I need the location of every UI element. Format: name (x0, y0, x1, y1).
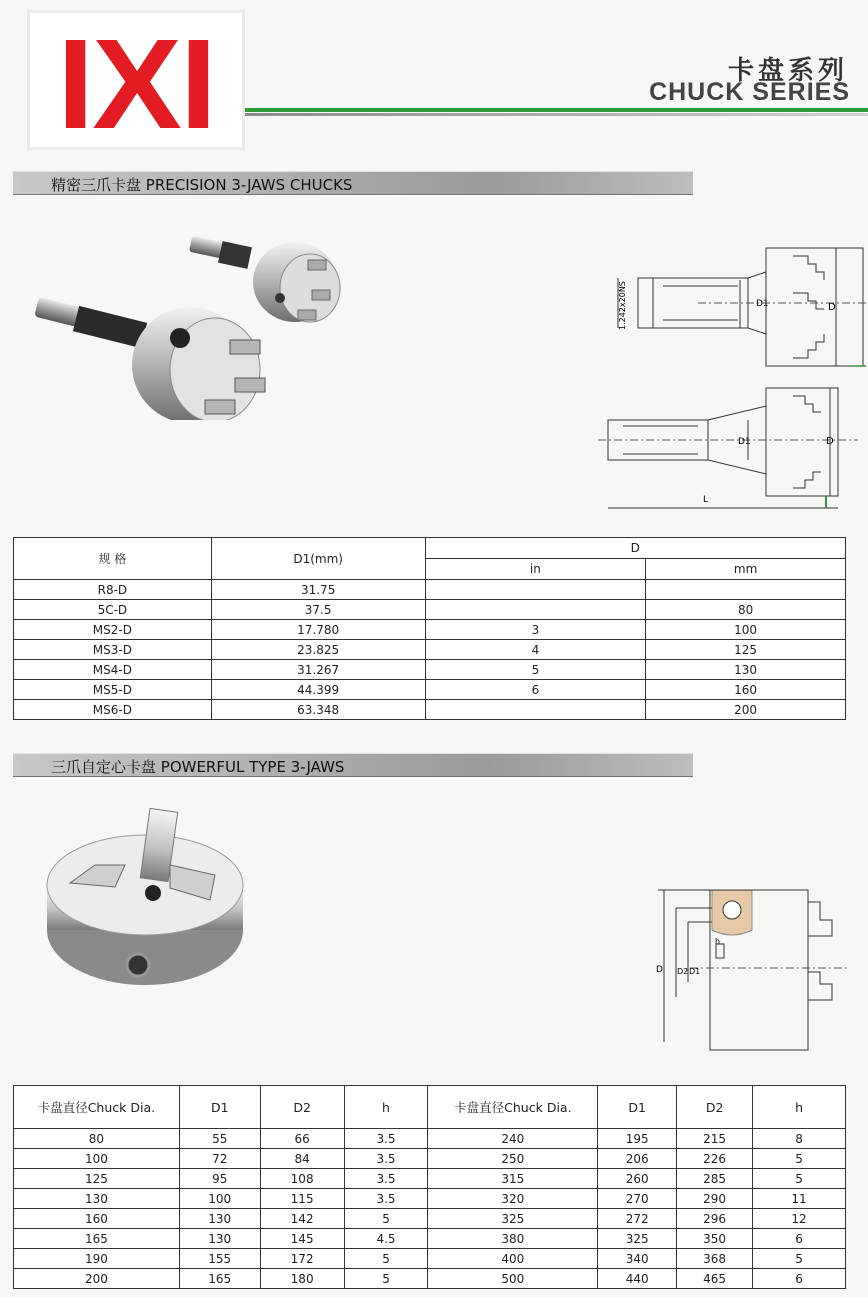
cell-h: 5 (344, 1249, 428, 1269)
cell-d1: 95 (179, 1169, 260, 1189)
cell-spec: R8-D (14, 580, 212, 600)
cell-dia: 100 (14, 1149, 180, 1169)
page-title-cn: 卡盘系列 (727, 56, 848, 86)
header-h-2: h (753, 1086, 846, 1129)
cell-spec: 5C-D (14, 600, 212, 620)
cell-d2: 66 (260, 1129, 344, 1149)
cell-spec: MS5-D (14, 680, 212, 700)
cell-d1: 63.348 (211, 700, 425, 720)
cell-dia: 130 (14, 1189, 180, 1209)
cell-dia-2: 325 (428, 1209, 598, 1229)
cell-dia: 165 (14, 1229, 180, 1249)
cell-in (425, 600, 646, 620)
table-row (14, 660, 846, 680)
cell-d1: 100 (179, 1189, 260, 1209)
cell-dia: 125 (14, 1169, 180, 1189)
cell-h-2: 6 (753, 1269, 846, 1289)
cell-spec: MS6-D (14, 700, 212, 720)
cell-d1: 37.5 (211, 600, 425, 620)
d-label-2: D (826, 436, 834, 447)
cell-mm: 200 (646, 700, 846, 720)
cell-dia-2: 315 (428, 1169, 598, 1189)
cell-dia-2: 380 (428, 1229, 598, 1249)
cell-spec: MS2-D (14, 620, 212, 640)
table-row (14, 1149, 846, 1169)
section-title: 精密三爪卡盘 PRECISION 3-JAWS CHUCKS (51, 176, 353, 194)
header-h: h (344, 1086, 428, 1129)
cell-d1-2: 195 (598, 1129, 677, 1149)
cell-d2-2: 290 (677, 1189, 753, 1209)
section-banner-precision (13, 171, 693, 195)
cell-mm: 130 (646, 660, 846, 680)
cell-d1: 130 (179, 1229, 260, 1249)
table-row (14, 1269, 846, 1289)
cell-in: 5 (425, 660, 646, 680)
cell-d2: 142 (260, 1209, 344, 1229)
cell-dia: 160 (14, 1209, 180, 1229)
powerful-chuck-photo (40, 805, 250, 995)
cell-dia-2: 320 (428, 1189, 598, 1209)
cell-d1: 17.780 (211, 620, 425, 640)
precision-chucks-table (13, 537, 846, 720)
cell-mm: 80 (646, 600, 846, 620)
cell-d1-2: 260 (598, 1169, 677, 1189)
table-row (14, 680, 846, 700)
table-row (14, 1129, 846, 1149)
cell-d2-2: 285 (677, 1169, 753, 1189)
company-logo (27, 10, 245, 156)
cell-d1: 31.75 (211, 580, 425, 600)
header-d2: D2 (260, 1086, 344, 1129)
d1-label: D1 (756, 299, 769, 309)
cell-h-2: 11 (753, 1189, 846, 1209)
cell-d1-2: 270 (598, 1189, 677, 1209)
table-row (14, 1229, 846, 1249)
cell-d2: 108 (260, 1169, 344, 1189)
cell-in (425, 700, 646, 720)
cell-d1: 72 (179, 1149, 260, 1169)
table-row (14, 620, 846, 640)
cell-dia-2: 250 (428, 1149, 598, 1169)
cell-h: 3.5 (344, 1129, 428, 1149)
cell-in: 3 (425, 620, 646, 640)
cell-d1-2: 272 (598, 1209, 677, 1229)
header-chuck-dia-2: 卡盘直径Chuck Dia. (428, 1086, 598, 1129)
cell-in: 4 (425, 640, 646, 660)
cell-d1-2: 440 (598, 1269, 677, 1289)
cell-dia-2: 500 (428, 1269, 598, 1289)
cell-d2: 145 (260, 1229, 344, 1249)
table-row (14, 700, 846, 720)
header-mm: mm (646, 559, 846, 580)
table-row (14, 1189, 846, 1209)
d-label: D (828, 302, 836, 313)
section-title: 三爪自定心卡盘 POWERFUL TYPE 3-JAWS (51, 758, 345, 776)
cell-h-2: 8 (753, 1129, 846, 1149)
cell-d2: 180 (260, 1269, 344, 1289)
table-body (14, 1129, 846, 1289)
cell-dia: 80 (14, 1129, 180, 1149)
cell-d2-2: 465 (677, 1269, 753, 1289)
header-in: in (425, 559, 646, 580)
cell-d2: 115 (260, 1189, 344, 1209)
cell-h: 5 (344, 1209, 428, 1229)
cell-dia: 190 (14, 1249, 180, 1269)
cell-spec: MS4-D (14, 660, 212, 680)
table-row (14, 1249, 846, 1269)
cell-d1: 165 (179, 1269, 260, 1289)
cell-d2-2: 368 (677, 1249, 753, 1269)
header-d1-2: D1 (598, 1086, 677, 1129)
cell-d2: 84 (260, 1149, 344, 1169)
cell-d1: 23.825 (211, 640, 425, 660)
cell-dia: 200 (14, 1269, 180, 1289)
cell-mm: 100 (646, 620, 846, 640)
header-rule (245, 108, 868, 112)
cell-h: 5 (344, 1269, 428, 1289)
d1-label-2: D1 (738, 437, 751, 447)
header-d1: D1(mm) (211, 538, 425, 580)
cell-h-2: 5 (753, 1169, 846, 1189)
table-row (14, 1209, 846, 1229)
section-banner-powerful (13, 753, 693, 777)
table-row (14, 640, 846, 660)
header-d1: D1 (179, 1086, 260, 1129)
cell-d2-2: 226 (677, 1149, 753, 1169)
cell-d1: 44.399 (211, 680, 425, 700)
logo-text: IXI (56, 13, 216, 156)
cell-d2-2: 296 (677, 1209, 753, 1229)
d-label: D (656, 965, 663, 975)
cell-dia-2: 240 (428, 1129, 598, 1149)
header-d: D (425, 538, 845, 559)
cell-h-2: 5 (753, 1249, 846, 1269)
precision-chuck-photo (30, 220, 360, 420)
precision-chuck-diagram (598, 238, 868, 518)
cell-d2: 172 (260, 1249, 344, 1269)
cell-d1-2: 340 (598, 1249, 677, 1269)
cell-d1-2: 325 (598, 1229, 677, 1249)
cell-spec: MS3-D (14, 640, 212, 660)
h-label: h (715, 937, 721, 946)
cell-h: 4.5 (344, 1229, 428, 1249)
l-label: L (703, 495, 709, 505)
cell-h-2: 12 (753, 1209, 846, 1229)
cell-mm: 125 (646, 640, 846, 660)
table-row (14, 600, 846, 620)
powerful-chuck-diagram (650, 882, 850, 1052)
cell-h: 3.5 (344, 1189, 428, 1209)
table-row (14, 1169, 846, 1189)
cell-mm: 160 (646, 680, 846, 700)
thread-label: 1.242x20NS (618, 281, 627, 330)
header-chuck-dia: 卡盘直径Chuck Dia. (14, 1086, 180, 1129)
cell-dia-2: 400 (428, 1249, 598, 1269)
cell-d2-2: 350 (677, 1229, 753, 1249)
cell-h-2: 6 (753, 1229, 846, 1249)
cell-in (425, 580, 646, 600)
cell-mm (646, 580, 846, 600)
header-rule-shadow (245, 113, 868, 116)
header-spec: 规 格 (14, 538, 212, 580)
cell-h: 3.5 (344, 1149, 428, 1169)
cell-d1: 130 (179, 1209, 260, 1229)
cell-d1-2: 206 (598, 1149, 677, 1169)
cell-d2-2: 215 (677, 1129, 753, 1149)
cell-h-2: 5 (753, 1149, 846, 1169)
cell-in: 6 (425, 680, 646, 700)
cell-d1: 155 (179, 1249, 260, 1269)
d1-label: D1 (689, 967, 701, 976)
cell-d1: 31.267 (211, 660, 425, 680)
header-d2-2: D2 (677, 1086, 753, 1129)
cell-d1: 55 (179, 1129, 260, 1149)
powerful-chucks-table (13, 1085, 846, 1289)
cell-h: 3.5 (344, 1169, 428, 1189)
table-row (14, 580, 846, 600)
page-title-en: CHUCK SERIES (649, 78, 850, 106)
d2-label: D2 (677, 967, 689, 976)
